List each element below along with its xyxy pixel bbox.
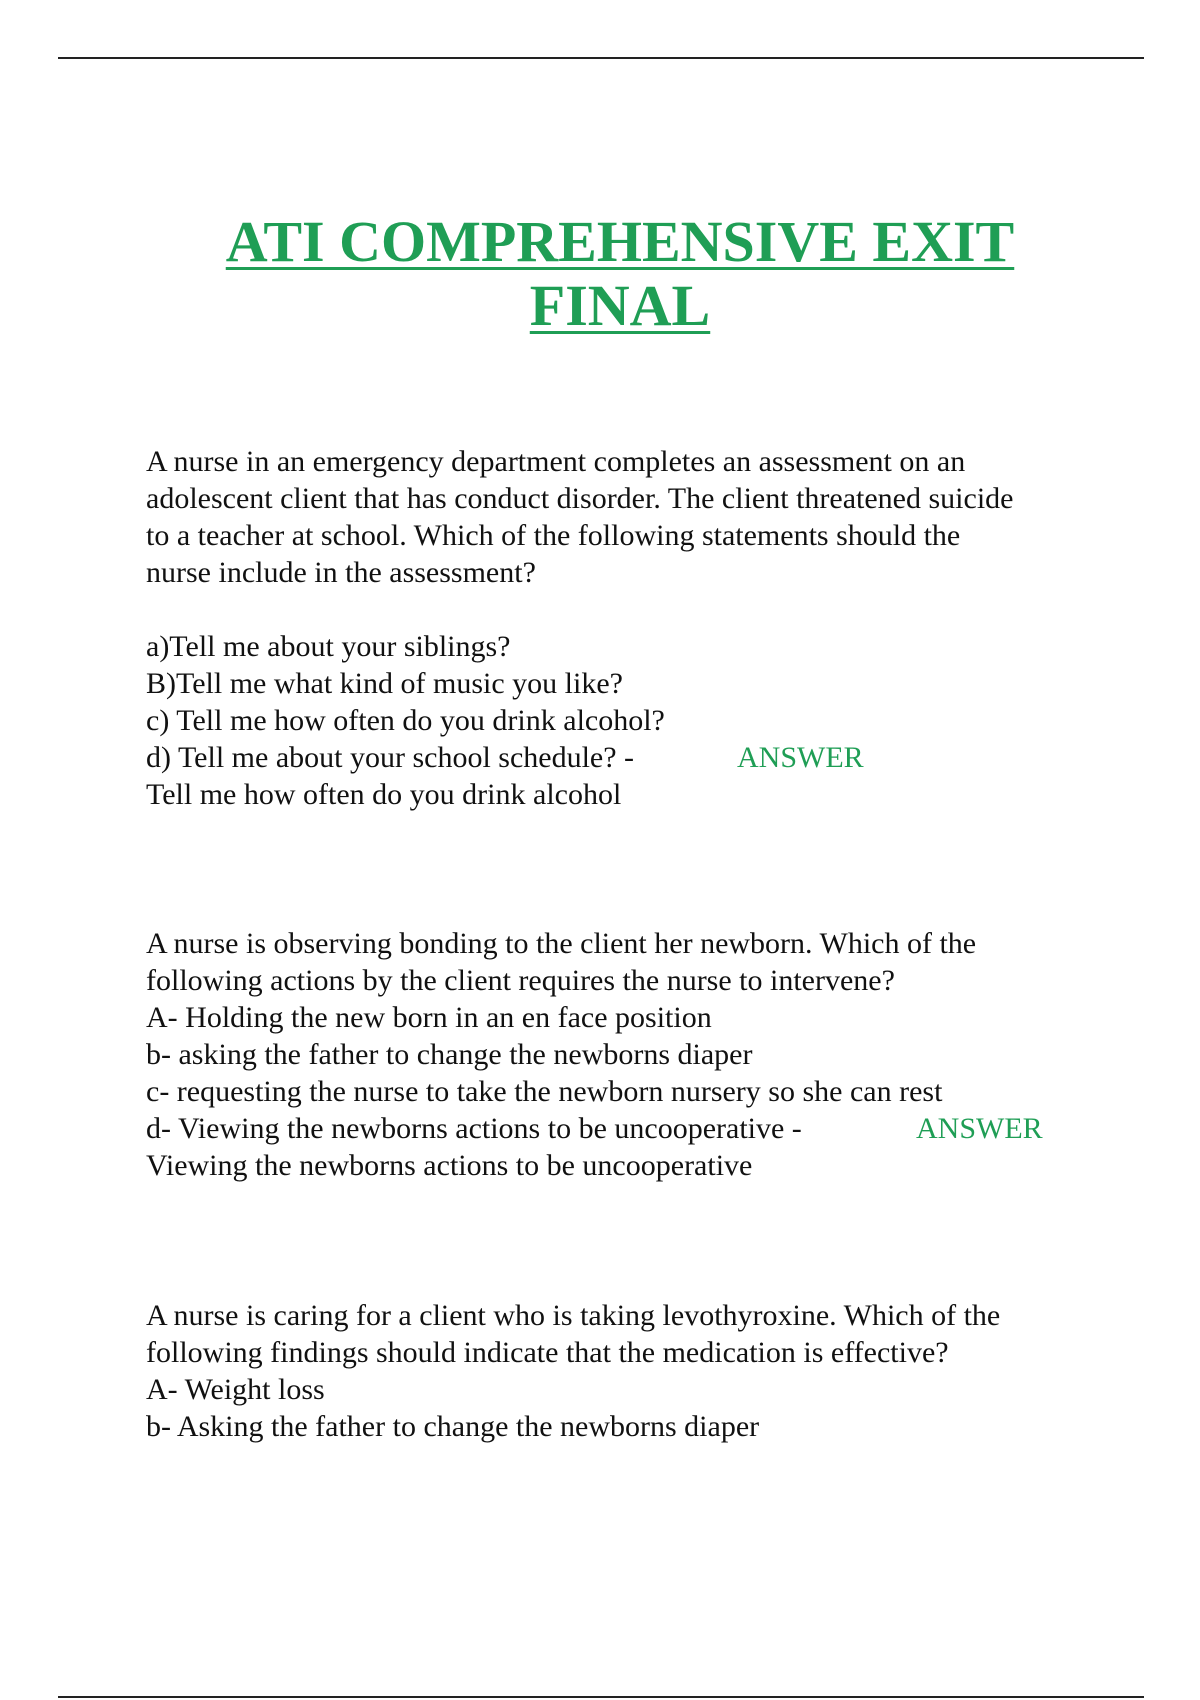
- answer-label: ANSWER: [916, 1112, 1043, 1145]
- question-2-option: d- Viewing the newborns actions to be uncooperative -: [146, 1112, 802, 1145]
- question-3: [146, 1297, 1106, 1445]
- question-1-stem-line: A nurse in an emergency department completes an assessment on an: [146, 445, 966, 478]
- question-2-option: A- Holding the new born in an en face position: [146, 1001, 712, 1034]
- question-1-answer-text: Tell me how often do you drink alcohol: [146, 778, 622, 811]
- question-2-stem-line: A nurse is observing bonding to the client her newborn. Which of the: [146, 927, 977, 960]
- question-1-option: c) Tell me how often do you drink alcohol?: [146, 704, 665, 737]
- question-1-option: a)Tell me about your siblings?: [146, 630, 511, 663]
- question-1-stem-line: nurse include in the assessment?: [146, 556, 536, 589]
- question-1-stem-line: to a teacher at school. Which of the following statements should the: [146, 519, 961, 552]
- answer-label: ANSWER: [737, 741, 864, 774]
- question-3-stem-line: following findings should indicate that the medication is effective?: [146, 1336, 949, 1369]
- question-1-option: B)Tell me what kind of music you like?: [146, 667, 623, 700]
- question-1-stem-line: adolescent client that has conduct disorder. The client threatened suicide: [146, 482, 1014, 515]
- top-divider: [58, 57, 1144, 59]
- question-2-option: c- requesting the nurse to take the newborn nursery so she can rest: [146, 1075, 943, 1108]
- question-1: [146, 443, 1106, 813]
- question-3-stem-line: A nurse is caring for a client who is taking levothyroxine. Which of the: [146, 1299, 1001, 1332]
- document-title: [0, 210, 1200, 338]
- title-line-1: ATI COMPREHENSIVE EXIT: [225, 209, 1015, 274]
- bottom-divider: [58, 1696, 1144, 1698]
- title-line-2: FINAL: [529, 273, 711, 338]
- question-3-option: A- Weight loss: [146, 1373, 325, 1406]
- question-2-option: b- asking the father to change the newborns diaper: [146, 1038, 753, 1071]
- question-2: [146, 925, 1106, 1184]
- question-2-last-option-row: [146, 1110, 1106, 1147]
- question-1-last-option-row: [146, 739, 1106, 776]
- question-1-option: d) Tell me about your school schedule? -: [146, 741, 635, 774]
- question-2-answer-text: Viewing the newborns actions to be uncooperative: [146, 1149, 753, 1182]
- question-2-stem-line: following actions by the client requires the nurse to intervene?: [146, 964, 895, 997]
- blank-line: [146, 591, 1106, 628]
- question-3-option: b- Asking the father to change the newborns diaper: [146, 1410, 760, 1443]
